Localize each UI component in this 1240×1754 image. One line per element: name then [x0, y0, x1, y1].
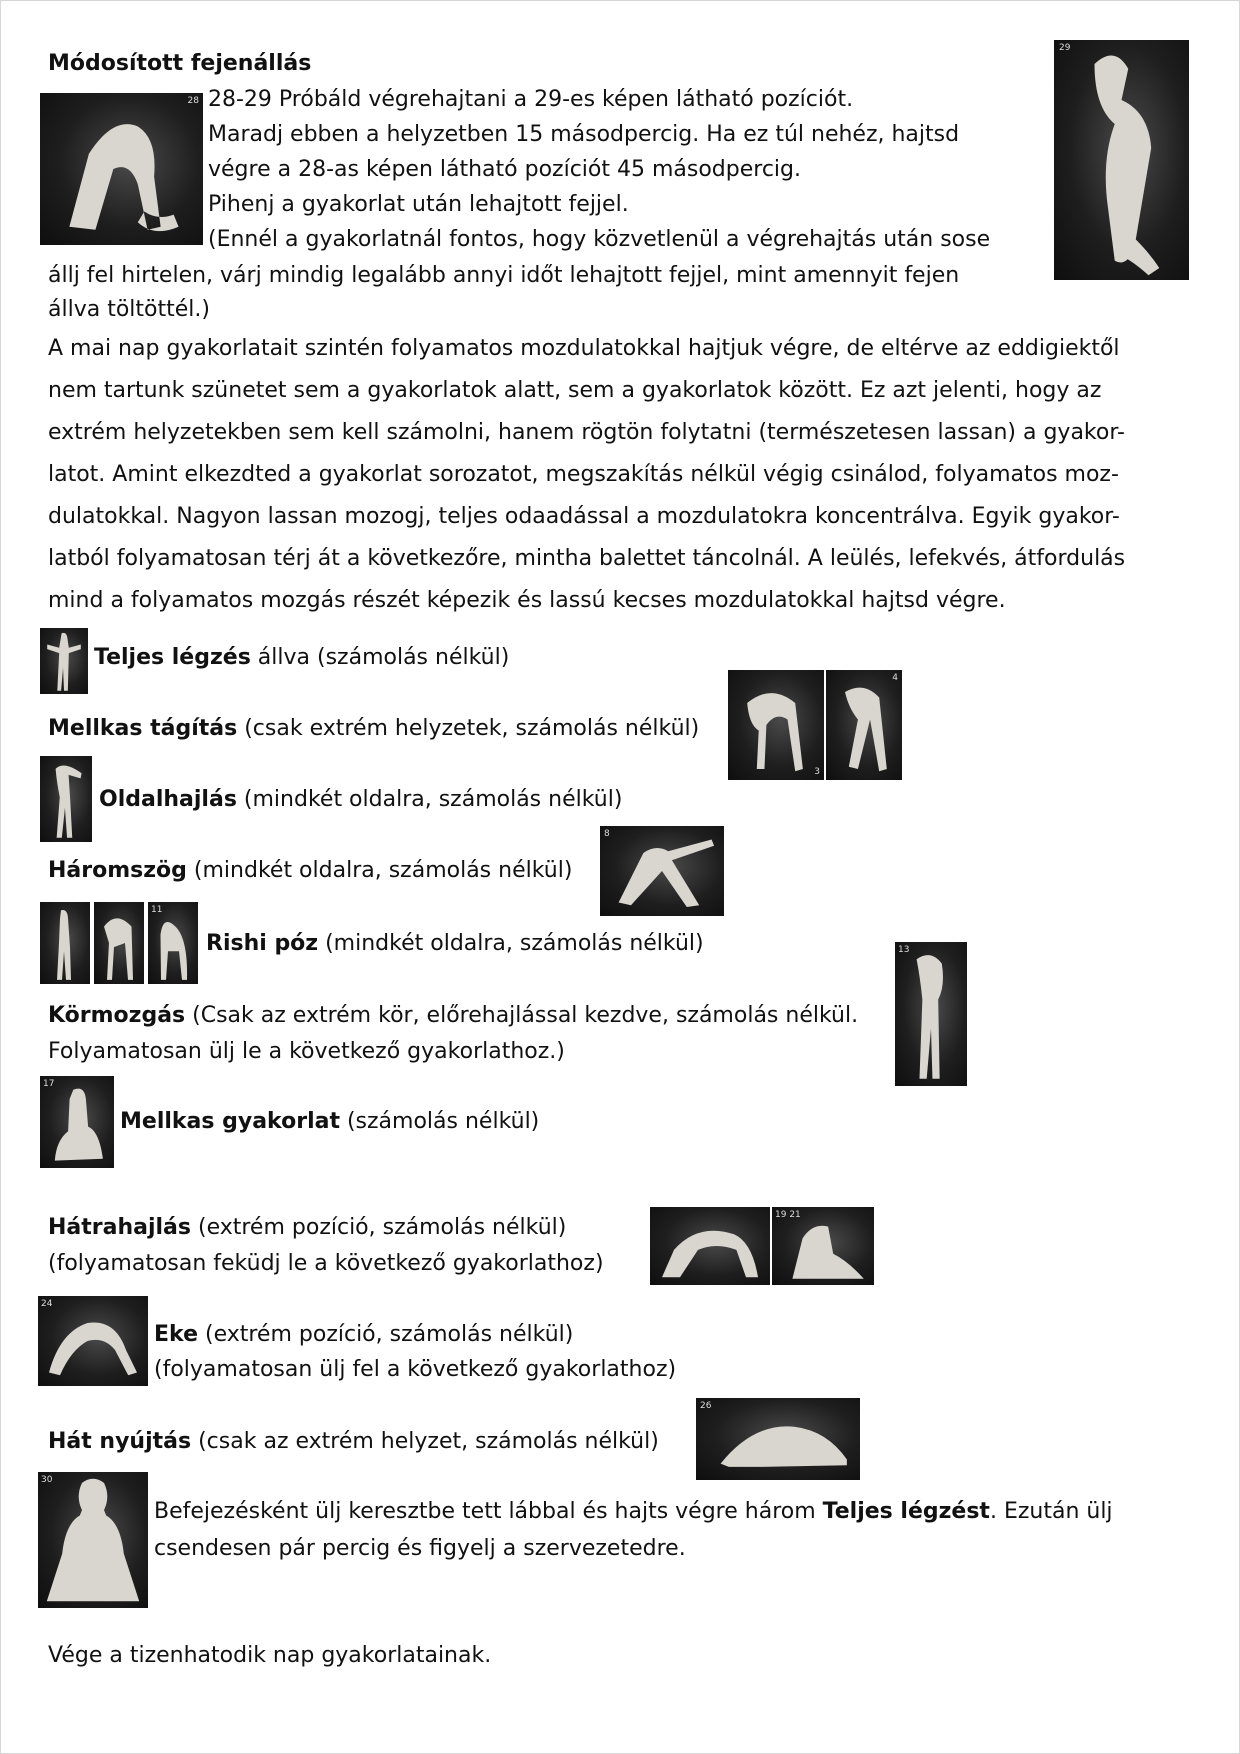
photo-number: 24 — [41, 1299, 53, 1309]
exercise-note: (csak extrém helyzetek, számolás nélkül) — [237, 716, 700, 741]
photo-number: 17 — [43, 1079, 55, 1089]
yoga-photo-rishi-2 — [94, 902, 144, 984]
exercise-hat-nyujtas — [48, 1424, 659, 1459]
exercise-kormozgas-note-2: Folyamatosan ülj le a következő gyakorlathoz.) — [48, 1039, 565, 1064]
yoga-photo-13 — [895, 942, 967, 1086]
exercise-mellkas-gyakorlat — [120, 1104, 539, 1139]
exercise-name: Háromszög — [48, 858, 187, 883]
photo-number: 29 — [1059, 43, 1071, 53]
photo-number: 13 — [898, 945, 910, 955]
photo-number: 19 21 — [775, 1210, 801, 1220]
paragraph-line: latból folyamatosan térj át a következőre, mintha balettet táncolnál. A leülés, lefekvés, átfordulás — [48, 546, 1126, 571]
exercise-rishi — [206, 926, 704, 961]
photo-number: 28 — [187, 96, 199, 106]
intro-line-4: Pihenj a gyakorlat után lehajtott fejjel. — [208, 192, 629, 217]
footer-text: Vége a tizenhatodik nap gyakorlatainak. — [48, 1643, 492, 1668]
yoga-photo-rishi-1 — [40, 902, 90, 984]
intro-line-6: állj fel hirtelen, várj mindig legalább annyi időt lehajtott fejjel, mint amennyit fejen — [48, 263, 960, 288]
yoga-photo-26 — [696, 1398, 860, 1480]
yoga-photo-8 — [600, 826, 724, 916]
photo-number: 30 — [41, 1475, 53, 1485]
exercise-note: (mindkét oldalra, számolás nélkül) — [318, 931, 704, 956]
intro-line-5: (Ennél a gyakorlatnál fontos, hogy közvetlenül a végrehajtás után sose — [208, 227, 991, 252]
closing-text-end: . Ezután ülj — [989, 1499, 1113, 1524]
yoga-photo-29 — [1054, 40, 1189, 280]
exercise-name: Mellkas tágítás — [48, 716, 238, 741]
exercise-note: (számolás nélkül) — [339, 1109, 540, 1134]
exercise-note: (mindkét oldalra, számolás nélkül) — [186, 858, 573, 883]
exercise-name: Oldalhajlás — [99, 787, 237, 812]
exercise-name: Eke — [154, 1322, 198, 1347]
page-title: Módosított fejenállás — [48, 51, 312, 76]
exercise-mellkas-tagitas — [48, 711, 699, 746]
exercise-name: Hátrahajlás — [48, 1215, 191, 1240]
yoga-photo-19 — [650, 1207, 770, 1285]
exercise-haromszog — [48, 853, 572, 888]
paragraph-line: dulatokkal. Nagyon lassan mozogj, teljes odaadással a mozdulatokra koncentrálva. Egyik gyakor- — [48, 504, 1120, 529]
intro-line-2: Maradj ebben a helyzetben 15 másodpercig. Ha ez túl nehéz, hajtsd — [208, 122, 960, 147]
paragraph-line: extrém helyzetekben sem kell számolni, hanem rögtön folytatni (természetesen lassan) a gyakor- — [48, 420, 1125, 445]
closing-text: Befejezésként ülj keresztbe tett lábbal és hajts végre három — [154, 1499, 823, 1524]
photo-number: 26 — [700, 1401, 712, 1411]
exercise-kormozgas — [48, 998, 858, 1033]
yoga-photo-11 — [148, 902, 198, 984]
yoga-photo-teljes-legzes — [40, 628, 88, 694]
instructions-paragraph — [48, 328, 1198, 622]
exercise-note: állva (számolás nélkül) — [250, 645, 510, 670]
paragraph-line: latot. Amint elkezdted a gyakorlat sorozatot, megszakítás nélkül végig csinálod, folyamatos moz- — [48, 462, 1119, 487]
exercise-note: (extrém pozíció, számolás nélkül) — [191, 1215, 567, 1240]
yoga-photo-24 — [38, 1296, 148, 1386]
exercise-note: (extrém pozíció, számolás nélkül) — [198, 1322, 574, 1347]
closing-line-2: csendesen pár percig és figyelj a szervezetedre. — [154, 1536, 686, 1561]
exercise-name: Mellkas gyakorlat — [120, 1109, 340, 1134]
exercise-name: Körmozgás — [48, 1003, 186, 1028]
closing-bold: Teljes légzést — [822, 1499, 990, 1524]
intro-line-7: állva töltöttél.) — [48, 297, 210, 322]
yoga-photo-17 — [40, 1076, 114, 1168]
photo-number: 3 — [814, 767, 820, 777]
exercise-note: (mindkét oldalra, számolás nélkül) — [236, 787, 623, 812]
yoga-photo-3 — [728, 670, 824, 780]
yoga-photo-4 — [826, 670, 902, 780]
intro-line-1: 28-29 Próbáld végrehajtani a 29-es képen látható pozíciót. — [208, 87, 854, 112]
exercise-note: (Csak az extrém kör, előrehajlással kezdve, számolás nélkül. — [185, 1003, 859, 1028]
yoga-photo-28 — [40, 93, 203, 245]
yoga-photo-30 — [38, 1472, 148, 1608]
closing-line-1 — [154, 1494, 1113, 1529]
exercise-eke-note-2: (folyamatosan ülj fel a következő gyakorlathoz) — [154, 1357, 677, 1382]
exercise-name: Teljes légzés — [94, 645, 251, 670]
exercise-oldalhajlas — [99, 782, 622, 817]
exercise-hatrahajlas-note-2: (folyamatosan feküdj le a következő gyakorlathoz) — [48, 1251, 604, 1276]
exercise-teljes-legzes — [94, 640, 509, 675]
photo-number: 11 — [151, 905, 163, 915]
paragraph-line: A mai nap gyakorlatait szintén folyamatos mozdulatokkal hajtjuk végre, de eltérve az eddigiektől — [48, 336, 1120, 361]
paragraph-line: mind a folyamatos mozgás részét képezik és lassú kecses mozdulatokkal hajtsd végre. — [48, 588, 1006, 613]
yoga-photo-oldalhajlas — [40, 756, 92, 842]
paragraph-line: nem tartunk szünetet sem a gyakorlatok alatt, sem a gyakorlatok között. Ez azt jelenti, hogy az — [48, 378, 1102, 403]
yoga-photo-21 — [772, 1207, 874, 1285]
exercise-note: (csak az extrém helyzet, számolás nélkül) — [191, 1429, 659, 1454]
photo-number: 8 — [604, 829, 610, 839]
exercise-eke — [154, 1317, 573, 1352]
exercise-name: Rishi póz — [206, 931, 319, 956]
photo-number: 4 — [892, 673, 898, 683]
intro-line-3: végre a 28-as képen látható pozíciót 45 másodpercig. — [208, 157, 801, 182]
exercise-name: Hát nyújtás — [48, 1429, 192, 1454]
exercise-hatrahajlas — [48, 1210, 566, 1245]
